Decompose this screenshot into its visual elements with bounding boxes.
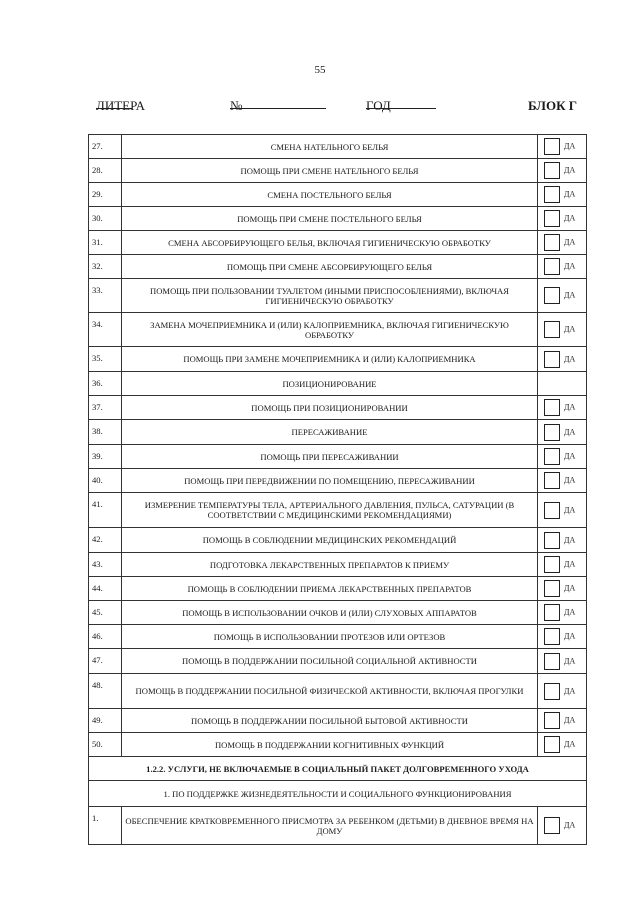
table-row <box>89 649 587 674</box>
yes-label: ДА <box>564 354 576 363</box>
yes-label: ДА <box>564 427 576 436</box>
row-number: 37. <box>89 396 122 420</box>
row-service-text: ПОДГОТОВКА ЛЕКАРСТВЕННЫХ ПРЕПАРАТОВ К ПРИЕМУ <box>122 553 538 577</box>
yes-checkbox[interactable] <box>544 351 560 368</box>
row-check-cell <box>538 577 587 601</box>
yes-checkbox[interactable] <box>544 258 560 275</box>
yes-checkbox[interactable] <box>544 628 560 645</box>
yes-checkbox[interactable] <box>544 532 560 549</box>
row-number: 28. <box>89 159 122 183</box>
yes-checkbox[interactable] <box>544 321 560 338</box>
row-number: 49. <box>89 709 122 733</box>
row-check-cell <box>538 279 587 313</box>
row-check-cell <box>538 207 587 231</box>
row-check-cell <box>538 183 587 207</box>
row-check-cell <box>538 347 587 372</box>
row-service-text: ОБЕСПЕЧЕНИЕ КРАТКОВРЕМЕННОГО ПРИСМОТРА ЗА РЕБЕНКОМ (ДЕТЬМИ) В ДНЕВНОЕ ВРЕМЯ НА ДОМУ <box>122 807 538 845</box>
litera-blank[interactable] <box>96 98 132 109</box>
yes-label: ДА <box>564 451 576 461</box>
yes-checkbox[interactable] <box>544 287 560 304</box>
row-check-cell <box>538 625 587 649</box>
row-number: 32. <box>89 255 122 279</box>
row-service-text: ПЕРЕСАЖИВАНИЕ <box>122 420 538 445</box>
row-check-cell <box>538 372 587 396</box>
yes-label: ДА <box>564 631 576 641</box>
yes-label: ДА <box>564 607 576 617</box>
row-service-text: ПОМОЩЬ В ИСПОЛЬЗОВАНИИ ПРОТЕЗОВ ИЛИ ОРТЕЗОВ <box>122 625 538 649</box>
row-service-text: ПОМОЩЬ ПРИ ПОЗИЦИОНИРОВАНИИ <box>122 396 538 420</box>
yes-checkbox[interactable] <box>544 472 560 489</box>
row-check-cell <box>538 255 587 279</box>
number-label: № <box>230 98 243 113</box>
row-check-cell <box>538 709 587 733</box>
row-service-text: ПОМОЩЬ ПРИ ПОЛЬЗОВАНИИ ТУАЛЕТОМ (ИНЫМИ ПРИСПОСОБЛЕНИЯМИ), ВКЛЮЧАЯ ГИГИЕНИЧЕСКУЮ ОБРАБОТКУ <box>122 279 538 313</box>
table-row <box>89 347 587 372</box>
subsection-heading-row <box>89 781 587 807</box>
row-number: 33. <box>89 279 122 313</box>
row-number: 45. <box>89 601 122 625</box>
services-table <box>88 134 587 845</box>
row-number: 39. <box>89 445 122 469</box>
row-number: 41. <box>89 493 122 528</box>
yes-label: ДА <box>564 402 576 412</box>
yes-checkbox[interactable] <box>544 448 560 465</box>
row-service-text: ПОМОЩЬ В ПОДДЕРЖАНИИ КОГНИТИВНЫХ ФУНКЦИЙ <box>122 733 538 757</box>
row-number: 43. <box>89 553 122 577</box>
yes-label: ДА <box>564 559 576 569</box>
table-row <box>89 255 587 279</box>
yes-checkbox[interactable] <box>544 210 560 227</box>
yes-label: ДА <box>564 165 576 175</box>
yes-label: ДА <box>564 583 576 593</box>
row-check-cell <box>538 528 587 553</box>
row-number: 29. <box>89 183 122 207</box>
table-row <box>89 528 587 553</box>
table-row <box>89 601 587 625</box>
yes-label: ДА <box>564 189 576 199</box>
block-label: БЛОК Г <box>528 98 578 113</box>
yes-checkbox[interactable] <box>544 234 560 251</box>
table-row <box>89 469 587 493</box>
yes-checkbox[interactable] <box>544 399 560 416</box>
row-service-text: ЗАМЕНА МОЧЕПРИЕМНИКА И (ИЛИ) КАЛОПРИЕМНИКА, ВКЛЮЧАЯ ГИГИЕНИЧЕСКУЮ ОБРАБОТКУ <box>122 313 538 347</box>
row-number: 38. <box>89 420 122 445</box>
table-row <box>89 207 587 231</box>
row-check-cell <box>538 159 587 183</box>
row-number: 27. <box>89 135 122 159</box>
table-row <box>89 625 587 649</box>
yes-label: ДА <box>564 475 576 485</box>
yes-checkbox[interactable] <box>544 683 560 700</box>
table-row <box>89 577 587 601</box>
row-check-cell <box>538 553 587 577</box>
yes-checkbox[interactable] <box>544 138 560 155</box>
row-service-text: ПОМОЩЬ В СОБЛЮДЕНИИ ПРИЕМА ЛЕКАРСТВЕННЫХ ПРЕПАРАТОВ <box>122 577 538 601</box>
form-header <box>96 98 586 118</box>
section-heading: 1.2.2. УСЛУГИ, НЕ ВКЛЮЧАЕМЫЕ В СОЦИАЛЬНЫЙ ПАКЕТ ДОЛГОВРЕМЕННОГО УХОДА <box>89 757 587 781</box>
row-check-cell <box>538 601 587 625</box>
row-service-text: ПОМОЩЬ В ИСПОЛЬЗОВАНИИ ОЧКОВ И (ИЛИ) СЛУХОВЫХ АППАРАТОВ <box>122 601 538 625</box>
row-service-text: СМЕНА АБСОРБИРУЮЩЕГО БЕЛЬЯ, ВКЛЮЧАЯ ГИГИЕНИЧЕСКУЮ ОБРАБОТКУ <box>122 231 538 255</box>
table-row <box>89 159 587 183</box>
table-row <box>89 493 587 528</box>
litera-label: ЛИТЕРА <box>96 98 146 113</box>
yes-label: ДА <box>564 535 576 544</box>
row-check-cell <box>538 135 587 159</box>
yes-label: ДА <box>564 290 576 300</box>
yes-checkbox[interactable] <box>544 653 560 670</box>
number-blank[interactable] <box>230 98 326 109</box>
row-service-text: ПОМОЩЬ ПРИ ПЕРЕСАЖИВАНИИ <box>122 445 538 469</box>
yes-label: ДА <box>564 141 576 151</box>
row-number: 46. <box>89 625 122 649</box>
row-service-text: ПОМОЩЬ ПРИ СМЕНЕ НАТЕЛЬНОГО БЕЛЬЯ <box>122 159 538 183</box>
row-check-cell <box>538 733 587 757</box>
yes-label: ДА <box>564 324 576 334</box>
row-check-cell <box>538 231 587 255</box>
row-number: 47. <box>89 649 122 674</box>
row-check-cell <box>538 493 587 528</box>
yes-checkbox[interactable] <box>544 502 560 519</box>
row-number: 35. <box>89 347 122 372</box>
table-row <box>89 709 587 733</box>
yes-label: ДА <box>564 261 576 271</box>
section-heading-row <box>89 757 587 781</box>
yes-checkbox[interactable] <box>544 556 560 573</box>
table-row <box>89 183 587 207</box>
yes-label: ДА <box>564 213 576 223</box>
table-row <box>89 135 587 159</box>
row-check-cell <box>538 445 587 469</box>
row-service-text: ИЗМЕРЕНИЕ ТЕМПЕРАТУРЫ ТЕЛА, АРТЕРИАЛЬНОГО ДАВЛЕНИЯ, ПУЛЬСА, САТУРАЦИИ (В СООТВЕТСТВИИ С МЕДИЦИНСКИМИ РЕКОМЕНДАЦИЯМИ) <box>122 493 538 528</box>
yes-checkbox[interactable] <box>544 736 560 753</box>
row-check-cell <box>538 420 587 445</box>
table-row <box>89 313 587 347</box>
row-number: 40. <box>89 469 122 493</box>
yes-checkbox[interactable] <box>544 712 560 729</box>
row-number: 1. <box>89 807 122 845</box>
row-service-text: ПОМОЩЬ ПРИ ЗАМЕНЕ МОЧЕПРИЕМНИКА И (ИЛИ) КАЛОПРИЕМНИКА <box>122 347 538 372</box>
row-number: 31. <box>89 231 122 255</box>
row-service-text: ПОМОЩЬ ПРИ СМЕНЕ АБСОРБИРУЮЩЕГО БЕЛЬЯ <box>122 255 538 279</box>
row-service-text: ПОМОЩЬ ПРИ СМЕНЕ ПОСТЕЛЬНОГО БЕЛЬЯ <box>122 207 538 231</box>
year-blank[interactable] <box>366 98 436 109</box>
row-number: 36. <box>89 372 122 396</box>
table-row <box>89 231 587 255</box>
row-check-cell <box>538 313 587 347</box>
row-number: 42. <box>89 528 122 553</box>
yes-checkbox[interactable] <box>544 604 560 621</box>
yes-checkbox[interactable] <box>544 424 560 441</box>
yes-label: ДА <box>564 686 576 695</box>
row-service-text: ПОМОЩЬ В ПОДДЕРЖАНИИ ПОСИЛЬНОЙ БЫТОВОЙ АКТИВНОСТИ <box>122 709 538 733</box>
subsection-heading: 1. ПО ПОДДЕРЖКЕ ЖИЗНЕДЕЯТЕЛЬНОСТИ И СОЦИАЛЬНОГО ФУНКЦИОНИРОВАНИЯ <box>89 781 587 807</box>
yes-label: ДА <box>564 237 576 247</box>
table-row <box>89 553 587 577</box>
table-row <box>89 807 587 845</box>
row-number: 30. <box>89 207 122 231</box>
row-service-text: ПОМОЩЬ ПРИ ПЕРЕДВИЖЕНИИ ПО ПОМЕЩЕНИЮ, ПЕРЕСАЖИВАНИИ <box>122 469 538 493</box>
row-check-cell <box>538 396 587 420</box>
row-check-cell <box>538 649 587 674</box>
table-row <box>89 733 587 757</box>
row-number: 50. <box>89 733 122 757</box>
table-row <box>89 279 587 313</box>
row-check-cell <box>538 674 587 709</box>
yes-checkbox[interactable] <box>544 817 560 834</box>
yes-checkbox[interactable] <box>544 580 560 597</box>
yes-label: ДА <box>564 715 576 725</box>
row-service-text: СМЕНА ПОСТЕЛЬНОГО БЕЛЬЯ <box>122 183 538 207</box>
row-service-text: ПОМОЩЬ В ПОДДЕРЖАНИИ ПОСИЛЬНОЙ ФИЗИЧЕСКОЙ АКТИВНОСТИ, ВКЛЮЧАЯ ПРОГУЛКИ <box>122 674 538 709</box>
table-row <box>89 372 587 396</box>
table-row <box>89 674 587 709</box>
row-number: 34. <box>89 313 122 347</box>
yes-label: ДА <box>564 820 576 830</box>
row-number: 48. <box>89 674 122 709</box>
yes-label: ДА <box>564 656 576 665</box>
row-service-text: ПОЗИЦИОНИРОВАНИЕ <box>122 372 538 396</box>
row-service-text: СМЕНА НАТЕЛЬНОГО БЕЛЬЯ <box>122 135 538 159</box>
row-number: 44. <box>89 577 122 601</box>
yes-checkbox[interactable] <box>544 186 560 203</box>
table-row <box>89 420 587 445</box>
page-number: 55 <box>314 64 326 76</box>
row-check-cell <box>538 469 587 493</box>
table-row <box>89 445 587 469</box>
row-service-text: ПОМОЩЬ В СОБЛЮДЕНИИ МЕДИЦИНСКИХ РЕКОМЕНДАЦИЙ <box>122 528 538 553</box>
row-check-cell <box>538 807 587 845</box>
row-service-text: ПОМОЩЬ В ПОДДЕРЖАНИИ ПОСИЛЬНОЙ СОЦИАЛЬНОЙ АКТИВНОСТИ <box>122 649 538 674</box>
yes-label: ДА <box>564 505 576 514</box>
yes-label: ДА <box>564 739 576 749</box>
table-row <box>89 396 587 420</box>
yes-checkbox[interactable] <box>544 162 560 179</box>
year-label: ГОД <box>366 98 391 113</box>
